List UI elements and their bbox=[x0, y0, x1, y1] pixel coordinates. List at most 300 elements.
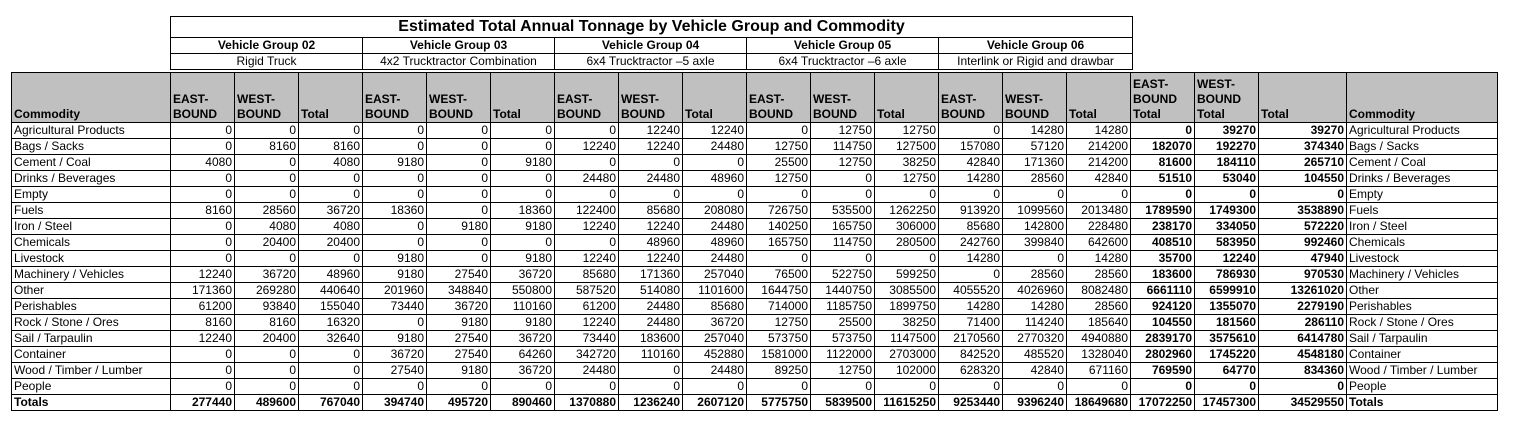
value-cell: 522750 bbox=[811, 267, 875, 283]
commodity-cell-right: Container bbox=[1347, 347, 1498, 363]
value-cell: 36720 bbox=[683, 315, 747, 331]
value-cell: 2170560 bbox=[939, 331, 1003, 347]
value-cell: 9396240 bbox=[1003, 395, 1067, 411]
value-cell: 489600 bbox=[235, 395, 299, 411]
column-header-east: EAST-BOUND bbox=[555, 73, 619, 123]
value-cell: 1749300 bbox=[1195, 203, 1259, 219]
value-cell: 12750 bbox=[875, 171, 939, 187]
value-cell: 76500 bbox=[747, 267, 811, 283]
table-row bbox=[12, 235, 1498, 251]
value-cell: 257040 bbox=[683, 331, 747, 347]
value-cell: 140250 bbox=[747, 219, 811, 235]
value-cell: 9180 bbox=[363, 251, 427, 267]
value-cell: 306000 bbox=[875, 219, 939, 235]
commodity-cell: Fuels bbox=[12, 203, 171, 219]
value-cell: 2839170 bbox=[1131, 331, 1195, 347]
column-header-east-total: EAST-BOUND Total bbox=[1131, 73, 1195, 123]
value-cell: 3538890 bbox=[1259, 203, 1347, 219]
value-cell: 286110 bbox=[1259, 315, 1347, 331]
value-cell: 17072250 bbox=[1131, 395, 1195, 411]
value-cell: 36720 bbox=[299, 203, 363, 219]
value-cell: 27540 bbox=[363, 363, 427, 379]
value-cell: 0 bbox=[1131, 123, 1195, 139]
value-cell: 495720 bbox=[427, 395, 491, 411]
value-cell: 0 bbox=[1195, 379, 1259, 395]
value-cell: 36720 bbox=[491, 363, 555, 379]
value-cell: 9180 bbox=[427, 363, 491, 379]
value-cell: 0 bbox=[363, 219, 427, 235]
value-cell: 24480 bbox=[619, 299, 683, 315]
value-cell: 1262250 bbox=[875, 203, 939, 219]
value-cell: 0 bbox=[299, 363, 363, 379]
value-cell: 6414780 bbox=[1259, 331, 1347, 347]
value-cell: 61200 bbox=[171, 299, 235, 315]
commodity-cell-right: Chemicals bbox=[1347, 235, 1498, 251]
value-cell: 24480 bbox=[683, 139, 747, 155]
value-cell: 85680 bbox=[555, 267, 619, 283]
value-cell: 12240 bbox=[619, 219, 683, 235]
value-cell: 8160 bbox=[235, 139, 299, 155]
table-row bbox=[12, 267, 1498, 283]
value-cell: 0 bbox=[363, 139, 427, 155]
value-cell: 155040 bbox=[299, 299, 363, 315]
value-cell: 573750 bbox=[811, 331, 875, 347]
value-cell: 671160 bbox=[1067, 363, 1131, 379]
value-cell: 8160 bbox=[171, 203, 235, 219]
commodity-cell: People bbox=[12, 379, 171, 395]
value-cell: 0 bbox=[235, 347, 299, 363]
value-cell: 48960 bbox=[683, 171, 747, 187]
commodity-cell: Bags / Sacks bbox=[12, 139, 171, 155]
value-cell: 14280 bbox=[1067, 123, 1131, 139]
value-cell: 4026960 bbox=[1003, 283, 1067, 299]
value-cell: 1581000 bbox=[747, 347, 811, 363]
value-cell: 24480 bbox=[555, 171, 619, 187]
header-table bbox=[170, 16, 1133, 70]
value-cell: 786930 bbox=[1195, 267, 1259, 283]
value-cell: 374340 bbox=[1259, 139, 1347, 155]
value-cell: 4080 bbox=[171, 155, 235, 171]
value-cell: 85680 bbox=[939, 219, 1003, 235]
value-cell: 57120 bbox=[1003, 139, 1067, 155]
value-cell: 85680 bbox=[619, 203, 683, 219]
value-cell: 0 bbox=[619, 363, 683, 379]
commodity-cell: Chemicals bbox=[12, 235, 171, 251]
value-cell: 8160 bbox=[299, 139, 363, 155]
group-name-2: Vehicle Group 03 bbox=[363, 38, 555, 54]
value-cell: 0 bbox=[171, 235, 235, 251]
column-header-total: Total bbox=[875, 73, 939, 123]
value-cell: 8160 bbox=[235, 315, 299, 331]
value-cell: 1644750 bbox=[747, 283, 811, 299]
table-row bbox=[12, 395, 1498, 411]
commodity-cell-right: Rock / Stone / Ores bbox=[1347, 315, 1498, 331]
value-cell: 583950 bbox=[1195, 235, 1259, 251]
commodity-cell: Empty bbox=[12, 187, 171, 203]
value-cell: 201960 bbox=[363, 283, 427, 299]
value-cell: 12750 bbox=[811, 123, 875, 139]
value-cell: 0 bbox=[235, 187, 299, 203]
value-cell: 11615250 bbox=[875, 395, 939, 411]
value-cell: 8082480 bbox=[1067, 283, 1131, 299]
value-cell: 73440 bbox=[555, 331, 619, 347]
value-cell: 20400 bbox=[235, 235, 299, 251]
commodity-cell-right: Wood / Timber / Lumber bbox=[1347, 363, 1498, 379]
column-header-total: Total bbox=[491, 73, 555, 123]
value-cell: 769590 bbox=[1131, 363, 1195, 379]
value-cell: 18360 bbox=[363, 203, 427, 219]
value-cell: 182070 bbox=[1131, 139, 1195, 155]
commodity-cell-right: Totals bbox=[1347, 395, 1498, 411]
group-type-4: 6x4 Trucktractor –6 axle bbox=[747, 54, 939, 70]
value-cell: 9180 bbox=[363, 155, 427, 171]
value-cell: 0 bbox=[363, 235, 427, 251]
value-cell: 924120 bbox=[1131, 299, 1195, 315]
value-cell: 13261020 bbox=[1259, 283, 1347, 299]
value-cell: 0 bbox=[939, 379, 1003, 395]
value-cell: 53040 bbox=[1195, 171, 1259, 187]
value-cell: 0 bbox=[491, 171, 555, 187]
table-row bbox=[12, 219, 1498, 235]
column-header-west-total: WEST-BOUND Total bbox=[1195, 73, 1259, 123]
column-header-west: WEST-BOUND bbox=[427, 73, 491, 123]
value-cell: 25500 bbox=[811, 315, 875, 331]
value-cell: 2013480 bbox=[1067, 203, 1131, 219]
value-cell: 0 bbox=[427, 203, 491, 219]
value-cell: 24480 bbox=[619, 315, 683, 331]
value-cell: 12750 bbox=[747, 171, 811, 187]
value-cell: 0 bbox=[939, 187, 1003, 203]
value-cell: 104550 bbox=[1131, 315, 1195, 331]
value-cell: 35700 bbox=[1131, 251, 1195, 267]
value-cell: 64260 bbox=[491, 347, 555, 363]
value-cell: 24480 bbox=[619, 171, 683, 187]
value-cell: 183600 bbox=[619, 331, 683, 347]
value-cell: 0 bbox=[299, 251, 363, 267]
column-header-total: Total bbox=[683, 73, 747, 123]
value-cell: 27540 bbox=[427, 331, 491, 347]
value-cell: 165750 bbox=[811, 219, 875, 235]
value-cell: 0 bbox=[1131, 379, 1195, 395]
value-cell: 9180 bbox=[491, 315, 555, 331]
value-cell: 64770 bbox=[1195, 363, 1259, 379]
value-cell: 0 bbox=[619, 187, 683, 203]
value-cell: 171360 bbox=[619, 267, 683, 283]
commodity-cell: Agricultural Products bbox=[12, 123, 171, 139]
value-cell: 181560 bbox=[1195, 315, 1259, 331]
value-cell: 0 bbox=[427, 235, 491, 251]
value-cell: 726750 bbox=[747, 203, 811, 219]
value-cell: 1099560 bbox=[1003, 203, 1067, 219]
value-cell: 280500 bbox=[875, 235, 939, 251]
value-cell: 550800 bbox=[491, 283, 555, 299]
column-header-commodity: Commodity bbox=[1347, 73, 1498, 123]
group-type-5: Interlink or Rigid and drawbar bbox=[939, 54, 1133, 70]
value-cell: 27540 bbox=[427, 347, 491, 363]
value-cell: 12240 bbox=[171, 267, 235, 283]
value-cell: 2607120 bbox=[683, 395, 747, 411]
value-cell: 24480 bbox=[683, 363, 747, 379]
value-cell: 114750 bbox=[811, 235, 875, 251]
value-cell: 4080 bbox=[299, 219, 363, 235]
value-cell: 12240 bbox=[619, 139, 683, 155]
group-name-4: Vehicle Group 05 bbox=[747, 38, 939, 54]
value-cell: 0 bbox=[747, 123, 811, 139]
value-cell: 0 bbox=[555, 235, 619, 251]
value-cell: 110160 bbox=[619, 347, 683, 363]
value-cell: 4080 bbox=[235, 219, 299, 235]
value-cell: 42840 bbox=[1067, 171, 1131, 187]
value-cell: 334050 bbox=[1195, 219, 1259, 235]
value-cell: 642600 bbox=[1067, 235, 1131, 251]
value-cell: 48960 bbox=[683, 235, 747, 251]
value-cell: 0 bbox=[427, 155, 491, 171]
value-cell: 0 bbox=[427, 251, 491, 267]
value-cell: 24480 bbox=[555, 363, 619, 379]
value-cell: 767040 bbox=[299, 395, 363, 411]
value-cell: 0 bbox=[555, 187, 619, 203]
value-cell: 73440 bbox=[363, 299, 427, 315]
value-cell: 18649680 bbox=[1067, 395, 1131, 411]
value-cell: 0 bbox=[491, 379, 555, 395]
value-cell: 5775750 bbox=[747, 395, 811, 411]
value-cell: 4548180 bbox=[1259, 347, 1347, 363]
column-header-east: EAST-BOUND bbox=[747, 73, 811, 123]
column-header-east: EAST-BOUND bbox=[171, 73, 235, 123]
value-cell: 171360 bbox=[171, 283, 235, 299]
value-cell: 0 bbox=[555, 379, 619, 395]
value-cell: 4055520 bbox=[939, 283, 1003, 299]
value-cell: 408510 bbox=[1131, 235, 1195, 251]
value-cell: 485520 bbox=[1003, 347, 1067, 363]
table-row bbox=[12, 363, 1498, 379]
table-row bbox=[12, 347, 1498, 363]
value-cell: 102000 bbox=[875, 363, 939, 379]
value-cell: 0 bbox=[555, 155, 619, 171]
value-cell: 2770320 bbox=[1003, 331, 1067, 347]
value-cell: 0 bbox=[427, 379, 491, 395]
value-cell: 85680 bbox=[683, 299, 747, 315]
commodity-cell-right: Cement / Coal bbox=[1347, 155, 1498, 171]
value-cell: 599250 bbox=[875, 267, 939, 283]
table-row bbox=[12, 171, 1498, 187]
column-header-west: WEST-BOUND bbox=[811, 73, 875, 123]
value-cell: 0 bbox=[811, 379, 875, 395]
value-cell: 0 bbox=[363, 379, 427, 395]
commodity-cell: Livestock bbox=[12, 251, 171, 267]
value-cell: 208080 bbox=[683, 203, 747, 219]
value-cell: 514080 bbox=[619, 283, 683, 299]
table-row bbox=[12, 331, 1498, 347]
group-type-1: Rigid Truck bbox=[171, 54, 363, 70]
value-cell: 834360 bbox=[1259, 363, 1347, 379]
value-cell: 399840 bbox=[1003, 235, 1067, 251]
value-cell: 0 bbox=[235, 123, 299, 139]
column-header-west: WEST-BOUND bbox=[235, 73, 299, 123]
value-cell: 0 bbox=[1003, 251, 1067, 267]
value-cell: 0 bbox=[683, 155, 747, 171]
group-type-2: 4x2 Trucktractor Combination bbox=[363, 54, 555, 70]
table-row bbox=[12, 139, 1498, 155]
value-cell: 36720 bbox=[491, 331, 555, 347]
value-cell: 122400 bbox=[555, 203, 619, 219]
value-cell: 14280 bbox=[939, 171, 1003, 187]
value-cell: 12240 bbox=[171, 331, 235, 347]
value-cell: 5839500 bbox=[811, 395, 875, 411]
commodity-cell-right: Fuels bbox=[1347, 203, 1498, 219]
value-cell: 16320 bbox=[299, 315, 363, 331]
value-cell: 14280 bbox=[1067, 251, 1131, 267]
value-cell: 192270 bbox=[1195, 139, 1259, 155]
value-cell: 12240 bbox=[555, 315, 619, 331]
commodity-cell: Wood / Timber / Lumber bbox=[12, 363, 171, 379]
value-cell: 9180 bbox=[363, 331, 427, 347]
value-cell: 0 bbox=[811, 251, 875, 267]
value-cell: 2279190 bbox=[1259, 299, 1347, 315]
value-cell: 34529550 bbox=[1259, 395, 1347, 411]
value-cell: 0 bbox=[363, 315, 427, 331]
value-cell: 587520 bbox=[555, 283, 619, 299]
value-cell: 12750 bbox=[747, 315, 811, 331]
value-cell: 28560 bbox=[1067, 267, 1131, 283]
value-cell: 114750 bbox=[811, 139, 875, 155]
value-cell: 36720 bbox=[427, 299, 491, 315]
commodity-cell: Machinery / Vehicles bbox=[12, 267, 171, 283]
value-cell: 0 bbox=[171, 123, 235, 139]
table-row bbox=[12, 203, 1498, 219]
column-header-east: EAST-BOUND bbox=[939, 73, 1003, 123]
value-cell: 17457300 bbox=[1195, 395, 1259, 411]
column-header-west: WEST-BOUND bbox=[1003, 73, 1067, 123]
value-cell: 0 bbox=[1131, 187, 1195, 203]
value-cell: 394740 bbox=[363, 395, 427, 411]
value-cell: 0 bbox=[491, 235, 555, 251]
value-cell: 277440 bbox=[171, 395, 235, 411]
commodity-cell: Drinks / Beverages bbox=[12, 171, 171, 187]
table-row bbox=[12, 251, 1498, 267]
value-cell: 1899750 bbox=[875, 299, 939, 315]
commodity-cell-right: Other bbox=[1347, 283, 1498, 299]
value-cell: 81600 bbox=[1131, 155, 1195, 171]
column-header-total: Total bbox=[1067, 73, 1131, 123]
value-cell: 36720 bbox=[491, 267, 555, 283]
value-cell: 0 bbox=[619, 379, 683, 395]
table-row bbox=[12, 155, 1498, 171]
value-cell: 127500 bbox=[875, 139, 939, 155]
column-header-east: EAST-BOUND bbox=[363, 73, 427, 123]
value-cell: 2703000 bbox=[875, 347, 939, 363]
value-cell: 28560 bbox=[235, 203, 299, 219]
value-cell: 0 bbox=[747, 187, 811, 203]
value-cell: 714000 bbox=[747, 299, 811, 315]
value-cell: 114240 bbox=[1003, 315, 1067, 331]
group-type-3: 6x4 Trucktractor –5 axle bbox=[555, 54, 747, 70]
value-cell: 269280 bbox=[235, 283, 299, 299]
commodity-cell-right: Iron / Steel bbox=[1347, 219, 1498, 235]
value-cell: 14280 bbox=[939, 251, 1003, 267]
value-cell: 0 bbox=[299, 379, 363, 395]
table-row bbox=[12, 379, 1498, 395]
value-cell: 0 bbox=[363, 171, 427, 187]
value-cell: 12240 bbox=[1195, 251, 1259, 267]
group-name-row bbox=[171, 38, 1133, 54]
value-cell: 0 bbox=[1195, 187, 1259, 203]
value-cell: 1370880 bbox=[555, 395, 619, 411]
value-cell: 89250 bbox=[747, 363, 811, 379]
value-cell: 9180 bbox=[491, 155, 555, 171]
value-cell: 0 bbox=[747, 379, 811, 395]
value-cell: 242760 bbox=[939, 235, 1003, 251]
value-cell: 0 bbox=[299, 171, 363, 187]
value-cell: 18360 bbox=[491, 203, 555, 219]
value-cell: 12750 bbox=[811, 363, 875, 379]
commodity-cell-right: Agricultural Products bbox=[1347, 123, 1498, 139]
value-cell: 0 bbox=[555, 123, 619, 139]
value-cell: 1789590 bbox=[1131, 203, 1195, 219]
value-cell: 0 bbox=[171, 139, 235, 155]
value-cell: 171360 bbox=[1003, 155, 1067, 171]
value-cell: 342720 bbox=[555, 347, 619, 363]
value-cell: 0 bbox=[1259, 379, 1347, 395]
value-cell: 12240 bbox=[555, 139, 619, 155]
value-cell: 9180 bbox=[427, 219, 491, 235]
value-cell: 0 bbox=[1067, 187, 1131, 203]
value-cell: 0 bbox=[491, 187, 555, 203]
value-cell: 0 bbox=[683, 379, 747, 395]
value-cell: 0 bbox=[427, 123, 491, 139]
value-cell: 4080 bbox=[299, 155, 363, 171]
value-cell: 0 bbox=[363, 187, 427, 203]
commodity-cell: Other bbox=[12, 283, 171, 299]
commodity-cell-right: Bags / Sacks bbox=[1347, 139, 1498, 155]
value-cell: 93840 bbox=[235, 299, 299, 315]
value-cell: 535500 bbox=[811, 203, 875, 219]
value-cell: 0 bbox=[427, 171, 491, 187]
column-header-west: WEST-BOUND bbox=[619, 73, 683, 123]
value-cell: 142800 bbox=[1003, 219, 1067, 235]
value-cell: 104550 bbox=[1259, 171, 1347, 187]
value-cell: 440640 bbox=[299, 283, 363, 299]
value-cell: 20400 bbox=[299, 235, 363, 251]
value-cell: 0 bbox=[683, 187, 747, 203]
value-cell: 628320 bbox=[939, 363, 1003, 379]
value-cell: 0 bbox=[171, 171, 235, 187]
value-cell: 0 bbox=[1003, 379, 1067, 395]
commodity-cell: Perishables bbox=[12, 299, 171, 315]
value-cell: 1185750 bbox=[811, 299, 875, 315]
value-cell: 0 bbox=[299, 187, 363, 203]
value-cell: 0 bbox=[171, 363, 235, 379]
value-cell: 1122000 bbox=[811, 347, 875, 363]
value-cell: 12240 bbox=[619, 123, 683, 139]
value-cell: 6599910 bbox=[1195, 283, 1259, 299]
group-name-3: Vehicle Group 04 bbox=[555, 38, 747, 54]
value-cell: 0 bbox=[235, 363, 299, 379]
value-cell: 14280 bbox=[1003, 299, 1067, 315]
value-cell: 184110 bbox=[1195, 155, 1259, 171]
table-row bbox=[12, 123, 1498, 139]
value-cell: 842520 bbox=[939, 347, 1003, 363]
value-cell: 38250 bbox=[875, 155, 939, 171]
value-cell: 228480 bbox=[1067, 219, 1131, 235]
value-cell: 9253440 bbox=[939, 395, 1003, 411]
commodity-cell-right: Machinery / Vehicles bbox=[1347, 267, 1498, 283]
column-header-total: Total bbox=[299, 73, 363, 123]
commodity-cell-right: Livestock bbox=[1347, 251, 1498, 267]
value-cell: 6661110 bbox=[1131, 283, 1195, 299]
value-cell: 3085500 bbox=[875, 283, 939, 299]
value-cell: 14280 bbox=[939, 299, 1003, 315]
